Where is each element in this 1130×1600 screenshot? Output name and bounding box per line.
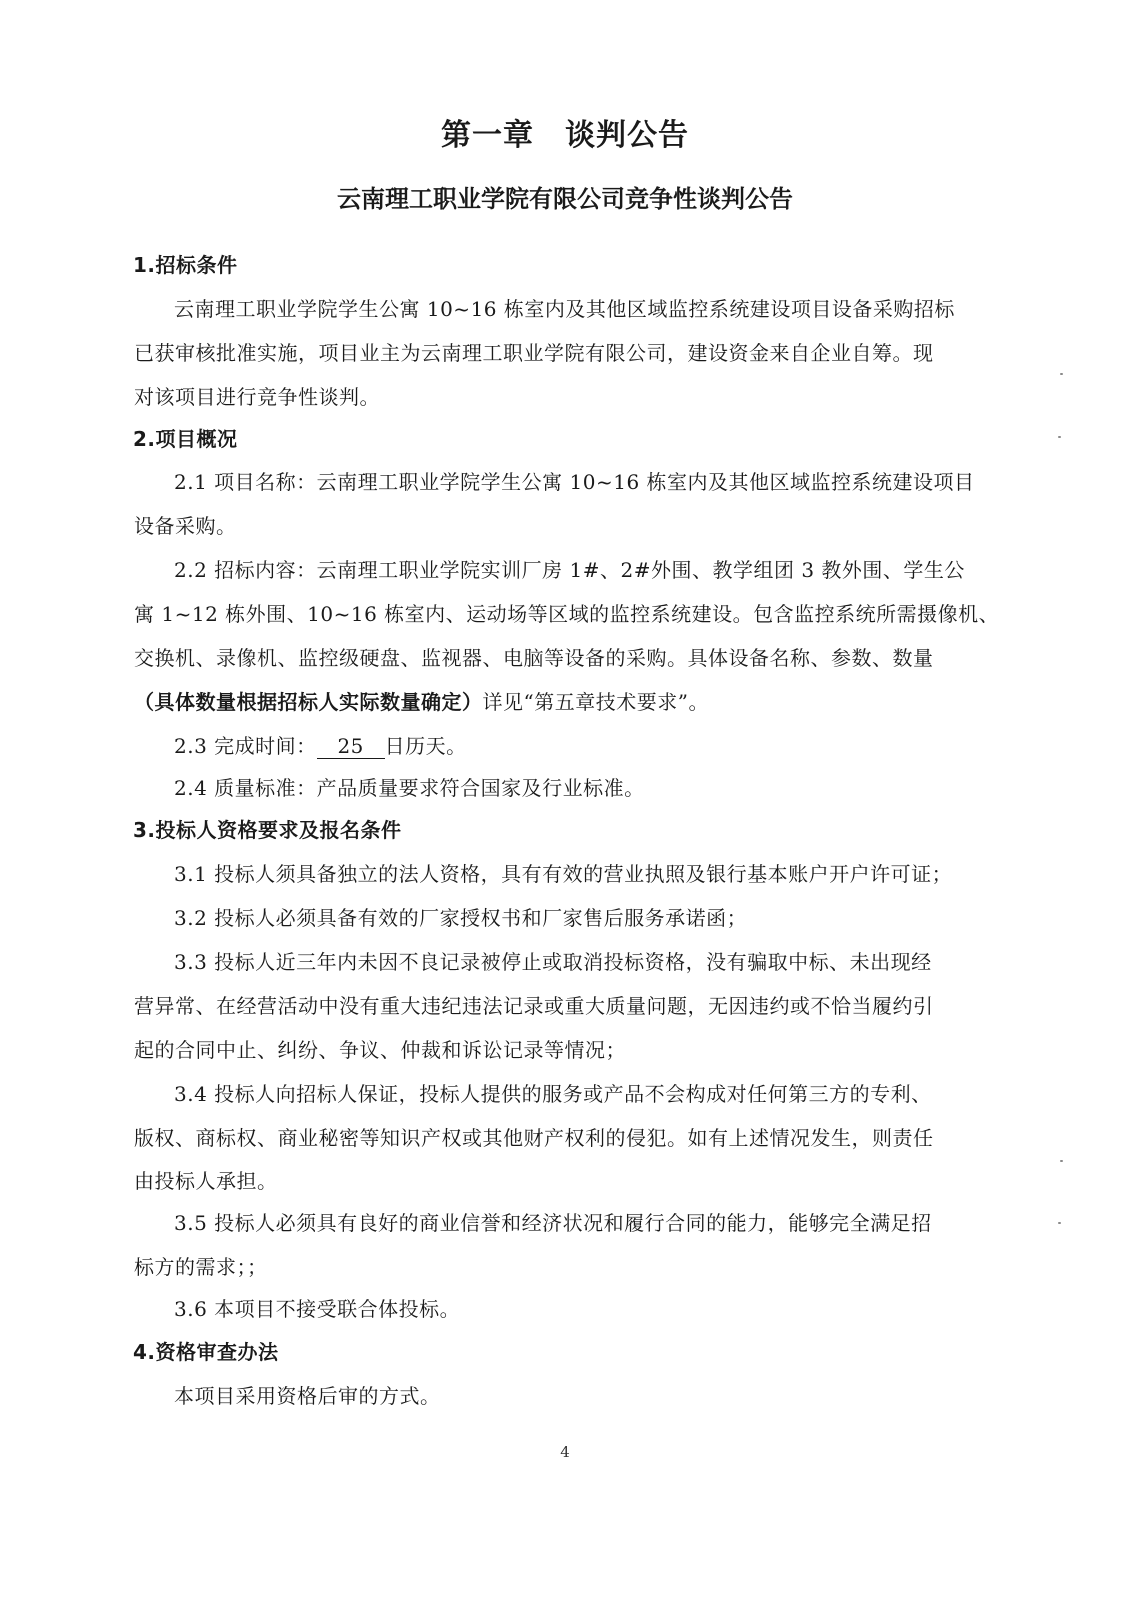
paragraph-line: 3.4 投标人向招标人保证，投标人提供的服务或产品不会构成对任何第三方的专利、 xyxy=(174,1082,932,1106)
section-heading: 1.招标条件 xyxy=(133,253,238,277)
document-title: 云南理工职业学院有限公司竞争性谈判公告 xyxy=(337,185,793,213)
completion-unit: 日历天。 xyxy=(384,734,467,758)
paragraph-line: 2.2 招标内容：云南理工职业学院实训厂房 1#、2#外围、教学组团 3 教外围、学生公 xyxy=(174,558,965,582)
paragraph-line: 寓 1~12 栋外围、10~16 栋室内、运动场等区域的监控系统建设。包含监控系统所需摄像机、 xyxy=(134,602,1000,626)
completion-time-line xyxy=(174,731,467,761)
paragraph-line: 3.2 投标人必须具备有效的厂家授权书和厂家售后服务承诺函； xyxy=(174,906,748,930)
bold-note: （具体数量根据招标人实际数量确定） xyxy=(134,690,483,714)
paragraph-line: 3.3 投标人近三年内未因不良记录被停止或取消投标资格，没有骗取中标、未出现经 xyxy=(174,950,932,974)
scan-speck xyxy=(1058,436,1061,438)
paragraph-line xyxy=(134,687,709,717)
paragraph-line: 营异常、在经营活动中没有重大违纪违法记录或重大质量问题，无因违约或不恰当履约引 xyxy=(134,994,934,1018)
paragraph-line: 对该项目进行竞争性谈判。 xyxy=(134,385,380,409)
paragraph-line: 版权、商标权、商业秘密等知识产权或其他财产权利的侵犯。如有上述情况发生，则责任 xyxy=(134,1126,934,1150)
page-title: 第一章 谈判公告 xyxy=(441,118,689,153)
paragraph-line: 设备采购。 xyxy=(134,514,237,538)
completion-days-value: 25 xyxy=(317,734,385,759)
paragraph-line: 2.1 项目名称：云南理工职业学院学生公寓 10~16 栋室内及其他区域监控系统建设项目 xyxy=(174,470,975,494)
scan-speck xyxy=(1060,373,1063,375)
section-heading: 2.项目概况 xyxy=(133,427,238,451)
paragraph-line: 标方的需求；； xyxy=(134,1255,268,1279)
paragraph-line: 交换机、录像机、监控级硬盘、监视器、电脑等设备的采购。具体设备名称、参数、数量 xyxy=(134,646,934,670)
paragraph-line: 本项目采用资格后审的方式。 xyxy=(174,1384,441,1408)
paragraph-line: 已获审核批准实施，项目业主为云南理工职业学院有限公司，建设资金来自企业自筹。现 xyxy=(134,341,934,365)
scan-speck xyxy=(1060,1160,1063,1162)
paragraph-line: 云南理工职业学院学生公寓 10~16 栋室内及其他区域监控系统建设项目设备采购招标 xyxy=(174,297,955,321)
section-heading: 4.资格审查办法 xyxy=(133,1340,279,1364)
paragraph-line: 3.1 投标人须具备独立的法人资格，具有有效的营业执照及银行基本账户开户许可证； xyxy=(174,862,953,886)
completion-label: 2.3 完成时间： xyxy=(174,734,317,758)
paragraph-line: 3.5 投标人必须具有良好的商业信誉和经济状况和履行合同的能力，能够完全满足招 xyxy=(174,1211,932,1235)
paragraph-line: 由投标人承担。 xyxy=(134,1169,278,1193)
paragraph-line: 起的合同中止、纠纷、争议、仲裁和诉讼记录等情况； xyxy=(134,1038,626,1062)
note-tail: 详见“第五章技术要求”。 xyxy=(482,690,709,714)
paragraph-line: 2.4 质量标准：产品质量要求符合国家及行业标准。 xyxy=(174,776,645,800)
page-number: 4 xyxy=(560,1443,570,1461)
section-heading: 3.投标人资格要求及报名条件 xyxy=(133,818,402,842)
paragraph-line: 3.6 本项目不接受联合体投标。 xyxy=(174,1297,461,1321)
scan-speck xyxy=(1058,1222,1061,1224)
